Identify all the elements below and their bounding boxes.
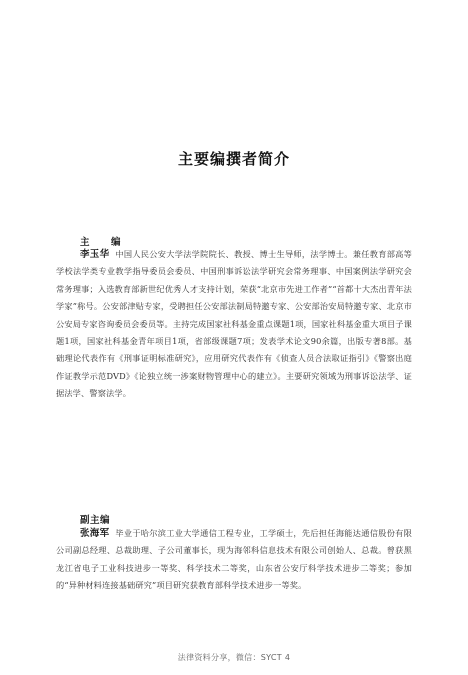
deputy-editor-bio bbox=[56, 525, 412, 595]
page-title: 主要编撰者简介 bbox=[177, 150, 290, 168]
chief-editor-name: 李玉华 bbox=[80, 249, 110, 260]
deputy-editor-name: 张海军 bbox=[80, 528, 110, 539]
section-heading-chief-editor: 主 编 bbox=[80, 237, 127, 248]
page-footer-watermark: 法律资料分享，微信：SYCT 4 bbox=[177, 653, 291, 662]
chief-editor-bio-text: 中国人民公安大学法学院院长、教授、博士生导师，法学博士。兼任教育部高等学校法学类专业教学指导委员会委员、中国刑事诉讼法学研究会常务理事、中国案例法学研究会常务理事；入选教育部新世纪优秀人才支持计划，荣获“北京市先进工作者”“首都十大杰出青年法学家”称号。公安部津贴专家，受聘担任公安部法制局特邀专家、公安部治安局特邀专家、北京市公安局专家咨询委员会委员等。主持完成国家社科基金重点课题1项，国家社科基金重大项目子课题1项，国家社科基金青年项目1项，省部级课题7项；发表学术论文90余篇，出版专著8部。基础理论代表作有《刑事证明标准研究》，应用研究代表作有《侦查人员合法取证指引》《警察出庭作证教学示范DVD》《论独立统一涉案财物管理中心的建立》。主要研究领域为刑事诉讼法学、证据法学、警察法学。 bbox=[56, 249, 412, 399]
section-heading-deputy-editor: 副主编 bbox=[80, 515, 111, 526]
chief-editor-bio bbox=[56, 246, 412, 403]
deputy-editor-bio-text: 毕业于哈尔滨工业大学通信工程专业，工学硕士，先后担任海能达通信股份有限公司副总经理、总裁助理、子公司董事长，现为海邻科信息技术有限公司创始人、总裁。曾获黑龙江省电子工业科技进步一等奖、科学技术二等奖，山东省公安厅科学技术进步二等奖；参加的“异种材料连接基础研究”项目研究获教育部科学技术进步一等奖。 bbox=[56, 528, 412, 591]
